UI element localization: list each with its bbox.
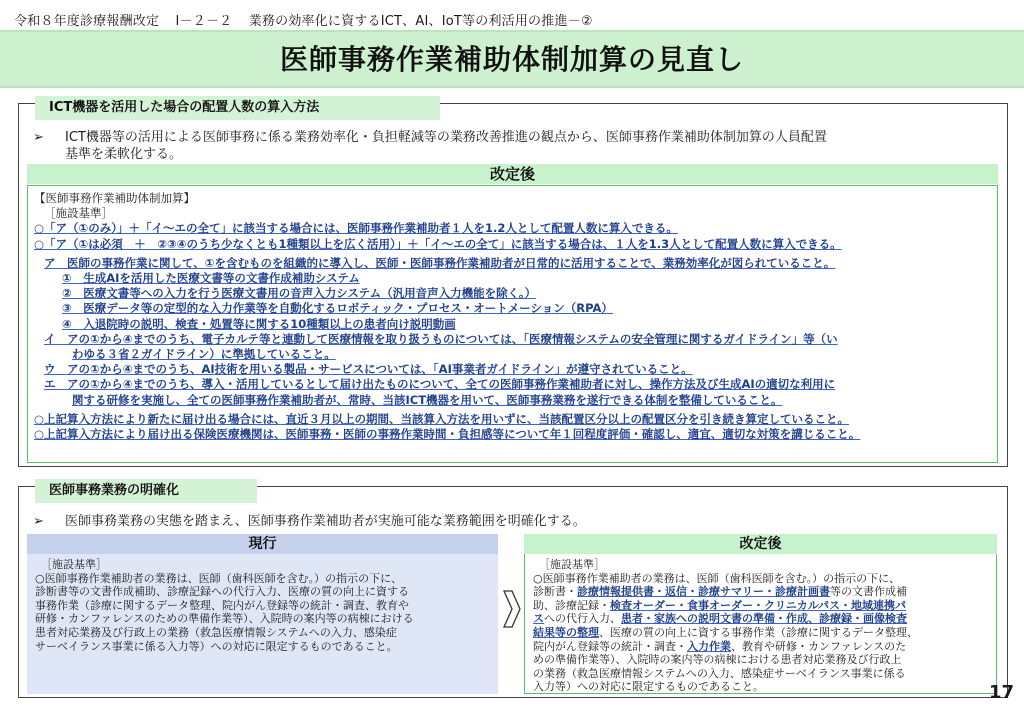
content-line: 関する研修を実施し、全ての医師事務作業補助者が、常時、当該ICT機器を用いて、医師事務業務を遂行できる体制を整備していること。 <box>72 392 783 407</box>
content-line: 【医師事務作業補助体制加算】 <box>34 191 195 205</box>
page-number: 17 <box>988 682 1014 703</box>
content-fragment: 助、診療記録・ <box>533 598 610 612</box>
content-fragment: 、医療の質の向上に資する事務作業（診療に関するデータ整理、 <box>599 625 918 639</box>
content-line: ○上記算入方法により届け出る保険医療機関は、医師事務・医師の事務作業時間・負担感等について年１回程度評価・確認し、適宜、適切な対策を講じること。 <box>34 427 861 442</box>
content-line: ① 生成AIを活用した医療文書等の文書作成補助システム <box>62 271 360 286</box>
revised-body <box>524 554 997 694</box>
content-line: ○「ア（①のみ）」＋「イ～エの全て」に該当する場合には、医師事務作業補助者１人を1.2人として配置人数に算入できる。 <box>34 221 678 236</box>
content-line: ［施設基準］ <box>539 558 605 571</box>
current-header: 現行 <box>27 534 498 554</box>
revised-content-box <box>27 185 998 463</box>
content-line: 患者対応業務及び行政上の業務（救急医療情報システムへの入力、感染症 <box>35 625 397 639</box>
content-fragment: 診療情報提供書・返信・診療サマリー・診療計画書 <box>577 585 830 599</box>
revised-duties-header: 改定後 <box>524 534 997 554</box>
current-body <box>27 554 498 694</box>
content-line: ウ アの①から④までのうち、AI技術を用いる製品・サービスについては、「AI事業者ガイドライン」が遵守されていること。 <box>44 362 693 377</box>
content-line: エ アの①から④までのうち、導入・活用しているとして届け出たものについて、全ての医師事務作業補助者に対し、操作方法及び生成AIの適切な利用に <box>44 377 836 392</box>
content-line: ② 医療文書等への入力を行う医療文書用の音声入力システム（汎用音声入力機能を除く。） <box>62 286 537 301</box>
current-column <box>27 534 498 694</box>
bullet-text-line: 医師事務業務の実態を踏まえ、医師事務作業補助者が実施可能な業務範囲を明確化する。 <box>65 514 586 529</box>
content-line: ア 医師の事務作業に関して、①を含むものを組織的に導入し、医師・医師事務作業補助者が日常的に活用することで、業務効率化が図られていること。 <box>44 255 836 270</box>
content-line: ○上記算入方法により新たに届け出る場合には、直近３月以上の期間、当該算入方法を用いずに、当該配置区分以上の配置区分を引き続き算定していること。 <box>34 411 850 426</box>
content-line: 入力等）への対応に限定するものであること。 <box>533 680 764 694</box>
content-fragment: 、教育や研修・カンファレンスのた <box>731 639 907 653</box>
content-fragment: 等の文書作成補 <box>830 585 907 599</box>
bullet-text-line: ICT機器等の活用による医師事務に係る業務効率化・負担軽減等の業務改善推進の観点から、医師事務作業補助体制加算の人員配置 <box>65 130 827 145</box>
content-line: サーベイランス事業に係る入力等）への対応に限定するものであること。 <box>35 639 398 653</box>
breadcrumb <box>14 10 605 29</box>
content-line: 研修・カンファレンスのための準備作業等）、入院時の案内等の病棟における <box>35 612 414 626</box>
title-bar <box>0 30 1024 88</box>
content-fragment: 結果等の整理 <box>533 625 599 639</box>
content-line: めの準備作業等）、入院時の案内等の病棟における患者対応業務及び行政上 <box>533 653 902 667</box>
content-line: ○医師事務作業補助者の業務は、医師（歯科医師を含む。）の指示の下に、 <box>35 571 403 585</box>
right-arrow-icon <box>503 589 521 629</box>
breadcrumb-code: Ⅰ－２－２ <box>175 14 233 29</box>
section-duties-bullet <box>33 513 1003 530</box>
revised-header: 改定後 <box>27 164 998 184</box>
breadcrumb-topic: 業務の効率化に資するICT、AI、IoT等の利活用の推進－② <box>248 14 593 29</box>
content-line: イ アの①から④までのうち、電子カルテ等と連動して医療情報を取り扱うものについては、「医療情報システムの安全管理に関するガイドライン」等（い <box>44 331 838 346</box>
breadcrumb-revision: 令和８年度診療報酬改定 <box>14 14 160 29</box>
content-line: ③ 医療データ等の定型的な入力作業等を自動化するロボティック・プロセス・オートメーション（RPA） <box>62 301 613 316</box>
section-ict-bullet <box>33 129 1003 163</box>
content-line: わゆる３省２ガイドライン）に準拠していること。 <box>72 347 336 362</box>
content-fragment: 入力作業 <box>687 639 731 653</box>
content-fragment: 診断書・ <box>533 585 577 599</box>
section-clerical-duties <box>18 483 1008 698</box>
content-fragment: への代行入力、 <box>544 612 621 626</box>
content-line: ［施設基準］ <box>44 206 113 221</box>
content-fragment: 患者・家族への説明文書の準備・作成、診療録・画像検査 <box>621 612 907 626</box>
content-line: ［施設基準］ <box>41 558 107 571</box>
content-line: ○医師事務作業補助者の業務は、医師（歯科医師を含む。）の指示の下に、 <box>533 571 901 585</box>
section-ict-label: ICT機器を活用した場合の配置人数の算入方法 <box>35 96 440 120</box>
section-ict-staffing <box>18 100 1008 467</box>
bullet-arrow-icon: ➢ <box>33 514 44 529</box>
page-title: 医師事務作業補助体制加算の見直し <box>279 43 744 76</box>
content-line: ④ 入退院時の説明、検査・処置等に関する10種類以上の患者向け説明動画 <box>62 316 456 331</box>
bullet-arrow-icon: ➢ <box>33 130 44 145</box>
content-fragment: 検査オーダー・食事オーダー・クリニカルパス・地域連携パ <box>610 598 907 612</box>
content-line: 診断書等の文書作成補助、診療記録への代行入力、医療の質の向上に資する <box>35 585 409 599</box>
bullet-text-line: 基準を柔軟化する。 <box>65 147 183 162</box>
content-fragment: 院内がん登録等の統計・調査・ <box>533 639 687 653</box>
content-line: の業務（救急医療情報システムへの入力、感染症サーベイランス事業に係る <box>533 666 906 680</box>
content-line: 事務作業（診療に関するデータ整理、院内がん登録等の統計・調査、教育や <box>35 598 409 612</box>
content-fragment: ス <box>533 612 544 626</box>
content-line: ○「ア（①は必須 ＋ ②③④のうち少なくとも1種類以上を広く活用）」＋「イ～エの全て」に該当する場合は、１人を1.3人として配置人数に算入できる。 <box>34 236 842 251</box>
section-duties-label: 医師事務業務の明確化 <box>35 479 257 503</box>
revised-column <box>524 534 997 694</box>
